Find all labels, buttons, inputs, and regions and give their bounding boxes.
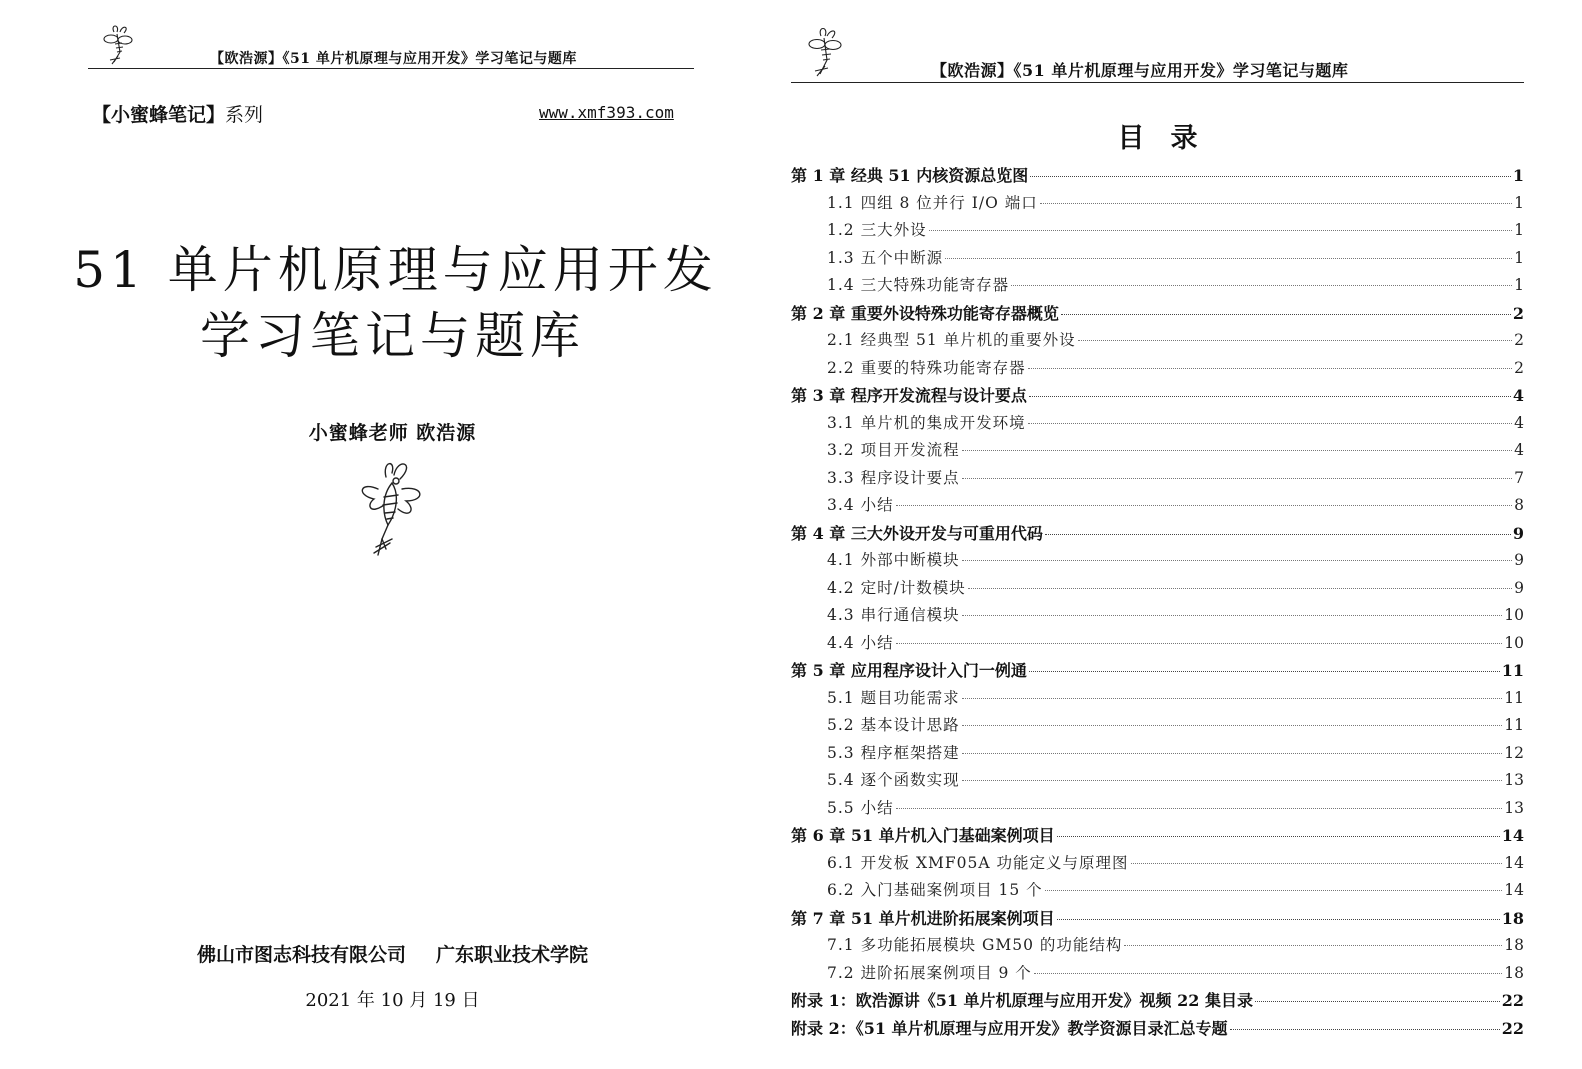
toc-entry-chapter[interactable] (791, 162, 1524, 190)
toc-leader-dots (962, 698, 1503, 699)
toc-leader-dots (1061, 314, 1511, 315)
toc-entry-page-number: 14 (1504, 881, 1524, 899)
toc-entry-section[interactable] (791, 492, 1524, 520)
header-rule (88, 68, 694, 69)
toc-entry-page-number: 22 (1501, 1018, 1524, 1038)
running-head: 【欧浩源】《51 单片机原理与应用开发》学习笔记与题库 (210, 51, 577, 67)
toc-entry-label: 1.1 四组 8 位并行 I/O 端口 (827, 193, 1038, 212)
toc-entry-page-number: 2 (1512, 303, 1524, 323)
toc-entry-page-number: 11 (1504, 688, 1524, 707)
bee-logo-icon (805, 24, 845, 78)
toc-entry-page-number: 13 (1504, 798, 1524, 817)
toc-leader-dots (962, 478, 1513, 479)
running-head: 【欧浩源】《51 单片机原理与应用开发》学习笔记与题库 (931, 61, 1349, 80)
toc-entry-label: 4.4 小结 (827, 633, 894, 652)
toc-leader-dots (896, 808, 1503, 809)
toc-entry-page-number: 4 (1514, 413, 1524, 432)
toc-entry-appendix[interactable] (791, 1015, 1524, 1043)
toc-entry-label: 4.1 外部中断模块 (827, 551, 960, 569)
toc-entry-label: 第 4 章 三大外设开发与可重用代码 (791, 523, 1043, 543)
toc-entry-page-number: 12 (1504, 743, 1524, 762)
toc-entry-page-number: 1 (1514, 221, 1524, 239)
toc-entry-page-number: 11 (1501, 661, 1524, 680)
toc-leader-dots (1230, 1029, 1500, 1030)
toc-entry-label: 6.2 入门基础案例项目 15 个 (827, 881, 1043, 899)
toc-entry-label: 2.2 重要的特殊功能寄存器 (827, 358, 1026, 377)
toc-leader-dots (1029, 396, 1511, 397)
toc-entry-section[interactable] (791, 355, 1524, 383)
toc-entry-chapter[interactable] (791, 657, 1524, 685)
toc-entry-label: 附录 1：欧浩源讲《51 单片机原理与应用开发》视频 22 集目录 (791, 991, 1253, 1010)
toc-entry-section[interactable] (791, 767, 1524, 795)
toc-leader-dots (945, 258, 1512, 259)
toc-title: 目录 (1117, 123, 1224, 154)
toc-entry-label: 5.4 逐个函数实现 (827, 771, 960, 789)
org-name-2: 广东职业技术学院 (436, 944, 589, 966)
toc-entry-page-number: 1 (1514, 193, 1524, 212)
toc-entry-label: 3.4 小结 (827, 496, 894, 514)
toc-leader-dots (1011, 285, 1512, 286)
toc-leader-dots (962, 780, 1503, 781)
toc-entry-section[interactable] (791, 712, 1524, 740)
website-link[interactable]: www.xmf393.com (539, 103, 674, 122)
toc-leader-dots (1078, 340, 1512, 341)
toc-entry-page-number: 1 (1512, 166, 1524, 185)
toc-entry-page-number: 4 (1512, 386, 1524, 405)
toc-entry-label: 1.2 三大外设 (827, 221, 927, 239)
toc-leader-dots (962, 725, 1503, 726)
toc-entry-page-number: 8 (1514, 496, 1524, 514)
toc-list (791, 162, 1524, 1042)
toc-leader-dots (1057, 836, 1500, 837)
toc-leader-dots (1131, 863, 1503, 864)
toc-entry-label: 第 3 章 程序开发流程与设计要点 (791, 386, 1027, 405)
toc-entry-section[interactable] (791, 437, 1524, 465)
toc-entry-label: 5.5 小结 (827, 798, 894, 817)
toc-entry-chapter[interactable] (791, 905, 1524, 933)
toc-entry-label: 4.3 串行通信模块 (827, 606, 960, 624)
toc-leader-dots (929, 230, 1513, 231)
toc-entry-label: 5.3 程序框架搭建 (827, 743, 960, 762)
toc-entry-section[interactable] (791, 217, 1524, 245)
toc-entry-label: 3.3 程序设计要点 (827, 468, 960, 487)
toc-leader-dots (1045, 890, 1503, 891)
toc-entry-chapter[interactable] (791, 300, 1524, 328)
toc-entry-page-number: 9 (1514, 551, 1524, 569)
toc-entry-section[interactable] (791, 932, 1524, 960)
cover-title-line2: 学习笔记与题库 (200, 307, 585, 365)
author: 小蜜蜂老师 欧浩源 (308, 422, 477, 444)
toc-entry-section[interactable] (791, 547, 1524, 575)
toc-entry-section[interactable] (791, 795, 1524, 823)
toc-leader-dots (1030, 176, 1511, 177)
toc-leader-dots (962, 753, 1503, 754)
toc-entry-label: 1.4 三大特殊功能寄存器 (827, 276, 1010, 294)
toc-entry-page-number: 10 (1504, 633, 1524, 652)
toc-entry-section[interactable] (791, 410, 1524, 438)
bee-illustration-icon (352, 455, 428, 563)
toc-entry-chapter[interactable] (791, 822, 1524, 850)
org-name-1: 佛山市图志科技有限公司 (196, 944, 406, 966)
toc-entry-chapter[interactable] (791, 520, 1524, 548)
toc-entry-label: 7.1 多功能拓展模块 GM50 的功能结构 (827, 936, 1123, 954)
toc-entry-section[interactable] (791, 685, 1524, 713)
toc-entry-page-number: 1 (1514, 276, 1524, 294)
toc-entry-appendix[interactable] (791, 987, 1524, 1015)
series-label (92, 100, 263, 127)
toc-entry-label: 3.2 项目开发流程 (827, 441, 960, 459)
toc-entry-label: 1.3 五个中断源 (827, 248, 944, 267)
toc-entry-label: 7.2 进阶拓展案例项目 9 个 (827, 963, 1032, 982)
toc-entry-label: 4.2 定时/计数模块 (827, 578, 966, 597)
toc-entry-section[interactable] (791, 327, 1524, 355)
toc-entry-page-number: 9 (1512, 523, 1524, 543)
toc-entry-page-number: 2 (1514, 358, 1524, 377)
toc-entry-page-number: 14 (1504, 853, 1524, 872)
toc-leader-dots (1045, 534, 1511, 535)
toc-entry-page-number: 2 (1514, 331, 1524, 349)
toc-entry-section[interactable] (791, 190, 1524, 218)
toc-leader-dots (1028, 368, 1513, 369)
toc-entry-label: 第 2 章 重要外设特殊功能寄存器概览 (791, 303, 1059, 323)
toc-leader-dots (962, 450, 1513, 451)
header-rule (791, 82, 1524, 83)
toc-entry-page-number: 1 (1514, 248, 1524, 267)
toc-leader-dots (968, 588, 1512, 589)
toc-entry-page-number: 14 (1501, 826, 1524, 845)
toc-entry-label: 第 1 章 经典 51 内核资源总览图 (791, 166, 1029, 185)
toc-entry-page-number: 13 (1504, 771, 1524, 789)
toc-entry-label: 5.2 基本设计思路 (827, 716, 960, 734)
toc-leader-dots (896, 643, 1503, 644)
toc-entry-label: 5.1 题目功能需求 (827, 688, 960, 707)
toc-leader-dots (962, 615, 1503, 616)
toc-entry-label: 第 5 章 应用程序设计入门一例通 (791, 661, 1027, 680)
toc-entry-label: 附录 2：《51 单片机原理与应用开发》教学资源目录汇总专题 (791, 1018, 1228, 1038)
toc-leader-dots (1124, 945, 1502, 946)
toc-entry-page-number: 10 (1504, 606, 1524, 624)
toc-entry-section[interactable] (791, 850, 1524, 878)
toc-entry-section[interactable] (791, 630, 1524, 658)
toc-entry-section[interactable] (791, 575, 1524, 603)
toc-leader-dots (1034, 973, 1502, 974)
toc-leader-dots (1057, 919, 1500, 920)
toc-entry-section[interactable] (791, 960, 1524, 988)
toc-leader-dots (962, 560, 1513, 561)
toc-entry-section[interactable] (791, 740, 1524, 768)
toc-entry-page-number: 11 (1504, 716, 1524, 734)
toc-entry-section[interactable] (791, 272, 1524, 300)
toc-entry-page-number: 18 (1501, 908, 1524, 928)
toc-leader-dots (896, 505, 1513, 506)
toc-entry-page-number: 18 (1504, 936, 1524, 954)
toc-entry-section[interactable] (791, 602, 1524, 630)
bee-logo-icon (100, 22, 136, 66)
toc-entry-label: 第 7 章 51 单片机进阶拓展案例项目 (791, 908, 1055, 928)
toc-entry-chapter[interactable] (791, 382, 1524, 410)
toc-entry-page-number: 4 (1514, 441, 1524, 459)
cover-title-line1: 51 单片机原理与应用开发 (73, 241, 718, 299)
toc-entry-label: 6.1 开发板 XMF05A 功能定义与原理图 (827, 853, 1129, 872)
toc-page (791, 0, 1582, 1069)
toc-entry-label: 3.1 单片机的集成开发环境 (827, 413, 1026, 432)
toc-entry-page-number: 9 (1514, 578, 1524, 597)
toc-entry-section[interactable] (791, 465, 1524, 493)
publish-date: 2021 年 10 月 19 日 (305, 990, 480, 1011)
toc-leader-dots (1040, 203, 1512, 204)
toc-entry-label: 2.1 经典型 51 单片机的重要外设 (827, 331, 1076, 349)
toc-entry-page-number: 7 (1514, 468, 1524, 487)
toc-entry-page-number: 22 (1501, 991, 1524, 1010)
toc-leader-dots (1028, 423, 1513, 424)
toc-entry-section[interactable] (791, 245, 1524, 273)
series-name: 【小蜜蜂笔记】 (92, 104, 226, 126)
toc-entry-page-number: 18 (1504, 963, 1524, 982)
toc-leader-dots (1029, 671, 1500, 672)
toc-entry-section[interactable] (791, 877, 1524, 905)
series-suffix: 系列 (225, 104, 264, 126)
toc-leader-dots (1255, 1001, 1500, 1002)
toc-entry-label: 第 6 章 51 单片机入门基础案例项目 (791, 826, 1055, 845)
publisher-line (0, 940, 785, 967)
